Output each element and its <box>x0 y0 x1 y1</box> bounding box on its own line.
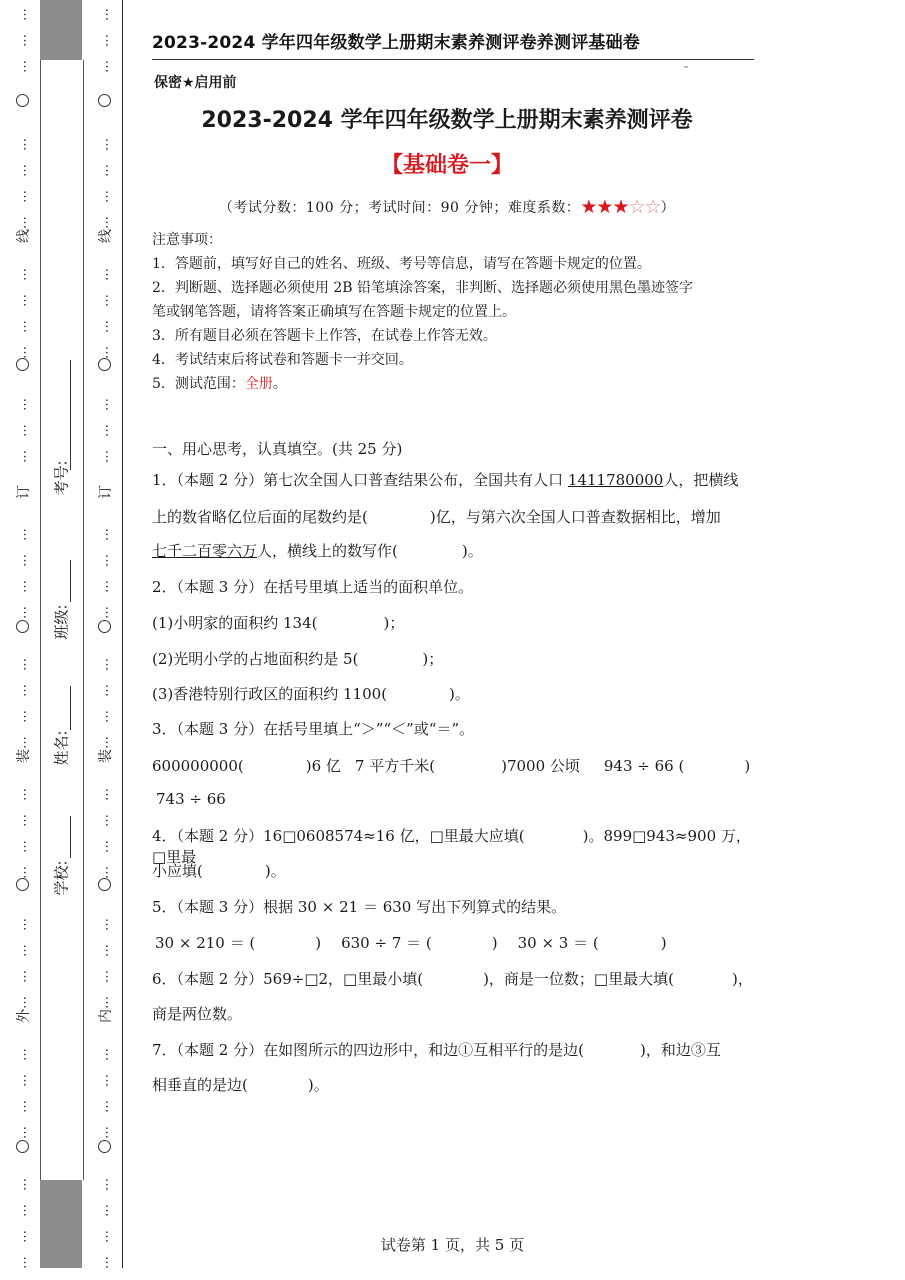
field-exam-number-label: 考号: <box>52 460 71 496</box>
question-7-line-2 <box>152 1074 762 1095</box>
instructions-heading: 注意事项： <box>152 232 222 248</box>
question-3-expression-tail: 743 ÷ 66 <box>156 790 226 808</box>
exam-meta <box>122 196 772 218</box>
exam-meta-close: ） <box>660 200 676 216</box>
binding-dots: … <box>102 1230 117 1242</box>
q3-text: )6 亿 <box>305 757 341 775</box>
binding-circle-icon <box>16 878 29 891</box>
q2-text: )； <box>422 650 444 668</box>
binding-dots: … <box>102 684 117 696</box>
binding-dots: … <box>102 8 117 20</box>
field-school-label: 学校: <box>52 860 71 896</box>
instruction-item: 1．答题前，填写好自己的姓名、班级、考号等信息，请写在答题卡规定的位置。 <box>152 256 651 272</box>
binding-dots: … <box>20 320 35 332</box>
running-header: 2023-2024 学年四年级数学上册期末素养测评卷养测评基础卷 <box>152 28 754 60</box>
binding-dots: … <box>102 190 117 202</box>
q1-text: 上的数省略亿位后面的尾数约是( <box>152 508 368 526</box>
header-mark <box>684 66 688 68</box>
binding-dots: … <box>20 918 35 930</box>
q3-text: 943 ÷ 66 ( <box>603 757 685 775</box>
q7-text: )。 <box>307 1076 329 1094</box>
binding-dots: … <box>20 944 35 956</box>
binding-char: 订 <box>98 485 114 499</box>
q3-text: 600000000( <box>152 757 244 775</box>
binding-dots: … <box>102 580 117 592</box>
q2-text: (1)小明家的面积约 134( <box>152 614 318 632</box>
q2-text: (2)光明小学的占地面积约是 5( <box>152 650 359 668</box>
binding-dots: … <box>102 528 117 540</box>
exam-title: 2023-2024 学年四年级数学上册期末素养测评卷 <box>201 108 693 133</box>
q4-text: 4．（本题 2 分）16□0608574≈16 亿，□里最大应填( <box>152 827 525 845</box>
question-2-head: 2．（本题 3 分）在括号里填上适当的面积单位。 <box>152 578 474 596</box>
binding-dots: … <box>102 216 117 228</box>
binding-circle-icon <box>16 1140 29 1153</box>
binding-dots: … <box>20 294 35 306</box>
question-4-line-2 <box>152 860 762 881</box>
binding-dots: … <box>20 1126 35 1138</box>
binding-circle-icon <box>98 878 111 891</box>
question-3-expressions <box>152 755 762 776</box>
q1-underlined-words: 七千二百零六万 <box>152 542 258 560</box>
binding-dots: … <box>102 554 117 566</box>
binding-circle-icon <box>98 94 111 107</box>
binding-dots: … <box>20 840 35 852</box>
binding-dots: … <box>20 788 35 800</box>
instructions <box>152 228 762 396</box>
binding-dots: … <box>20 580 35 592</box>
question-1-line-3 <box>152 540 762 561</box>
scope-suffix: 。 <box>272 376 287 392</box>
binding-dots: … <box>102 1178 117 1190</box>
field-class-label: 班级: <box>52 604 71 640</box>
binding-dots: … <box>20 1204 35 1216</box>
instruction-item: 3．所有题目必须在答题卡上作答，在试卷上作答无效。 <box>152 328 497 344</box>
binding-dots: … <box>20 1178 35 1190</box>
binding-circle-icon <box>16 94 29 107</box>
binding-circle-icon <box>98 358 111 371</box>
binding-dots: … <box>20 268 35 280</box>
binding-dots: … <box>102 60 117 72</box>
instruction-item <box>152 372 762 396</box>
star-filled-icon: ★ <box>580 196 597 218</box>
q1-text: 人，横线上的数写作( <box>257 542 398 560</box>
q2-text: (3)香港特别行政区的面积约 1100( <box>152 685 388 703</box>
binding-dots: … <box>102 840 117 852</box>
inner-dot-column <box>96 0 116 1268</box>
binding-dots: … <box>102 788 117 800</box>
page-footer: 试卷第 1 页，共 5 页 <box>380 1236 525 1254</box>
binding-dots: … <box>102 996 117 1008</box>
binding-dots: … <box>20 60 35 72</box>
q5-text: 630 ÷ 7 ＝ ( <box>341 934 432 952</box>
binding-dots: … <box>20 970 35 982</box>
q3-text: )7000 公顷 <box>501 757 580 775</box>
binding-dots: … <box>102 866 117 878</box>
binding-char: 内 <box>98 1009 114 1023</box>
binding-dots: … <box>102 320 117 332</box>
q5-text: 30 × 210 ＝ ( <box>155 934 256 952</box>
q7-text: )，和边③互 <box>639 1041 721 1059</box>
binding-char: 装 <box>16 749 32 763</box>
binding-dots: … <box>102 1074 117 1086</box>
q7-text: 7．（本题 2 分）在如图所示的四边形中，和边①互相平行的是边( <box>152 1041 584 1059</box>
binding-dots: … <box>20 164 35 176</box>
binding-dots: … <box>20 138 35 150</box>
exam-subtitle: 【基础卷一】 <box>380 153 513 178</box>
q3-text: ) <box>744 757 751 775</box>
q2-text: )。 <box>449 685 470 703</box>
q6-text: )，商是一位数；□里最大填( <box>483 970 674 988</box>
binding-dots: … <box>20 450 35 462</box>
binding-dots: … <box>102 1100 117 1112</box>
binding-dots: … <box>102 450 117 462</box>
q7-text: 相垂直的是边( <box>152 1076 248 1094</box>
q4-text: )。899□943≈900 万，□里最 <box>152 827 751 866</box>
q1-text: )亿，与第六次全国人口普查数据相比，增加 <box>429 508 721 526</box>
binding-dots: … <box>102 944 117 956</box>
binding-dots: … <box>102 970 117 982</box>
q5-text: ) <box>660 934 667 952</box>
field-name-line[interactable] <box>70 686 71 730</box>
binding-dots: … <box>20 424 35 436</box>
q5-text: ) <box>491 934 498 952</box>
binding-dots: … <box>20 1100 35 1112</box>
q6-text: )， <box>731 970 753 988</box>
binding-dots: … <box>20 866 35 878</box>
binding-dots: … <box>20 658 35 670</box>
q1-text: 人，把横线 <box>663 471 739 489</box>
binding-dots: … <box>102 736 117 748</box>
binding-dots: … <box>20 8 35 20</box>
instruction-item: 笔或钢笔答题，请将答案正确填写在答题卡规定的位置上。 <box>152 304 516 320</box>
star-empty-icon: ☆ <box>644 196 661 218</box>
binding-dots: … <box>102 1204 117 1216</box>
instruction-item: 4．考试结束后将试卷和答题卡一并交回。 <box>152 352 413 368</box>
binding-dots: … <box>102 424 117 436</box>
field-school[interactable] <box>46 820 76 920</box>
binding-dots: … <box>102 918 117 930</box>
binding-dots: … <box>20 346 35 358</box>
binding-char: 外 <box>16 1009 32 1023</box>
field-class[interactable] <box>46 560 76 690</box>
star-filled-icon: ★ <box>596 196 613 218</box>
binding-dots: … <box>102 710 117 722</box>
binding-char: 订 <box>16 485 32 499</box>
binding-dots: … <box>20 996 35 1008</box>
binding-dots: … <box>102 814 117 826</box>
question-1-line-1 <box>152 469 762 490</box>
question-1-line-2 <box>152 506 762 527</box>
binding-dots: … <box>102 268 117 280</box>
binding-dots: … <box>102 606 117 618</box>
question-3-head: 3．（本题 3 分）在括号里填上“＞”“＜”或“＝”。 <box>152 720 475 738</box>
binding-dots: … <box>102 164 117 176</box>
binding-dots: … <box>20 398 35 410</box>
question-2-item-3 <box>152 683 762 704</box>
q4-text: )。 <box>264 862 286 880</box>
difficulty-stars <box>580 196 661 218</box>
binding-dots: … <box>20 190 35 202</box>
question-2-item-1 <box>152 612 762 633</box>
binding-circle-icon <box>16 358 29 371</box>
q5-text: ) <box>315 934 322 952</box>
q1-text: )。 <box>461 542 483 560</box>
field-class-line[interactable] <box>70 560 71 602</box>
binding-dots: … <box>102 1256 117 1268</box>
exam-meta-text: （考试分数：100 分；考试时间：90 分钟；难度系数： <box>218 200 581 216</box>
q6-text: 6．（本题 2 分）569÷□2，□里最小填( <box>152 970 424 988</box>
binding-char: 线 <box>16 229 32 243</box>
question-6-line-2: 商是两位数。 <box>152 1005 243 1023</box>
q2-text: )； <box>383 614 405 632</box>
instruction-item: 2．判断题、选择题必须使用 2B 铅笔填涂答案，非判断、选择题必须使用黑色墨迹签字 <box>152 280 694 296</box>
binding-dots: … <box>102 294 117 306</box>
question-7-line-1 <box>152 1039 762 1060</box>
q4-text: 小应填( <box>152 862 203 880</box>
confidential-label: 保密★启用前 <box>154 75 237 91</box>
binding-dots: … <box>20 1256 35 1268</box>
binding-dots: … <box>20 1230 35 1242</box>
question-6-line-1 <box>152 968 762 989</box>
q3-text: 7 平方千米( <box>354 757 436 775</box>
binding-inner-strip <box>82 0 123 1268</box>
field-name[interactable] <box>46 690 76 820</box>
binding-dots: … <box>20 606 35 618</box>
binding-circle-icon <box>16 620 29 633</box>
binding-outer-strip <box>0 0 40 1280</box>
binding-dots: … <box>20 736 35 748</box>
binding-circle-icon <box>98 620 111 633</box>
binding-char: 线 <box>98 229 114 243</box>
binding-dots: … <box>20 528 35 540</box>
field-name-label: 姓名: <box>52 730 71 766</box>
field-exam-number-line[interactable] <box>70 360 71 470</box>
question-5-expressions <box>155 932 765 953</box>
question-2-item-2 <box>152 648 762 669</box>
binding-dots: … <box>20 34 35 46</box>
binding-dots: … <box>20 1074 35 1086</box>
binding-dots: … <box>102 1126 117 1138</box>
binding-dots: … <box>20 684 35 696</box>
binding-dots: … <box>102 658 117 670</box>
binding-dots: … <box>102 398 117 410</box>
binding-circle-icon <box>98 1140 111 1153</box>
binding-dots: … <box>20 814 35 826</box>
outer-dot-column <box>14 0 34 1268</box>
binding-dots: … <box>102 138 117 150</box>
binding-char: 装 <box>98 749 114 763</box>
star-empty-icon: ☆ <box>628 196 645 218</box>
binding-dots: … <box>20 554 35 566</box>
binding-dots: … <box>20 216 35 228</box>
binding-dots: … <box>102 346 117 358</box>
scope-prefix: 5．测试范围： <box>152 376 245 392</box>
q5-text: 30 × 3 ＝ ( <box>517 934 599 952</box>
question-5-head: 5．（本题 3 分）根据 30 × 21 ＝ 630 写出下列算式的结果。 <box>152 898 567 916</box>
field-exam-number[interactable] <box>46 430 76 560</box>
section-heading: 一、用心思考，认真填空。(共 25 分) <box>152 440 403 458</box>
binding-dots: … <box>20 1048 35 1060</box>
binding-dots: … <box>102 34 117 46</box>
q1-underlined-number: 1411780000 <box>567 471 664 489</box>
binding-dots: … <box>20 710 35 722</box>
q1-text: 1．（本题 2 分）第七次全国人口普查结果公布，全国共有人口 <box>152 471 568 489</box>
scope-value: 全册 <box>244 376 273 392</box>
star-filled-icon: ★ <box>612 196 629 218</box>
binding-dots: … <box>102 1048 117 1060</box>
field-school-line[interactable] <box>70 816 71 858</box>
